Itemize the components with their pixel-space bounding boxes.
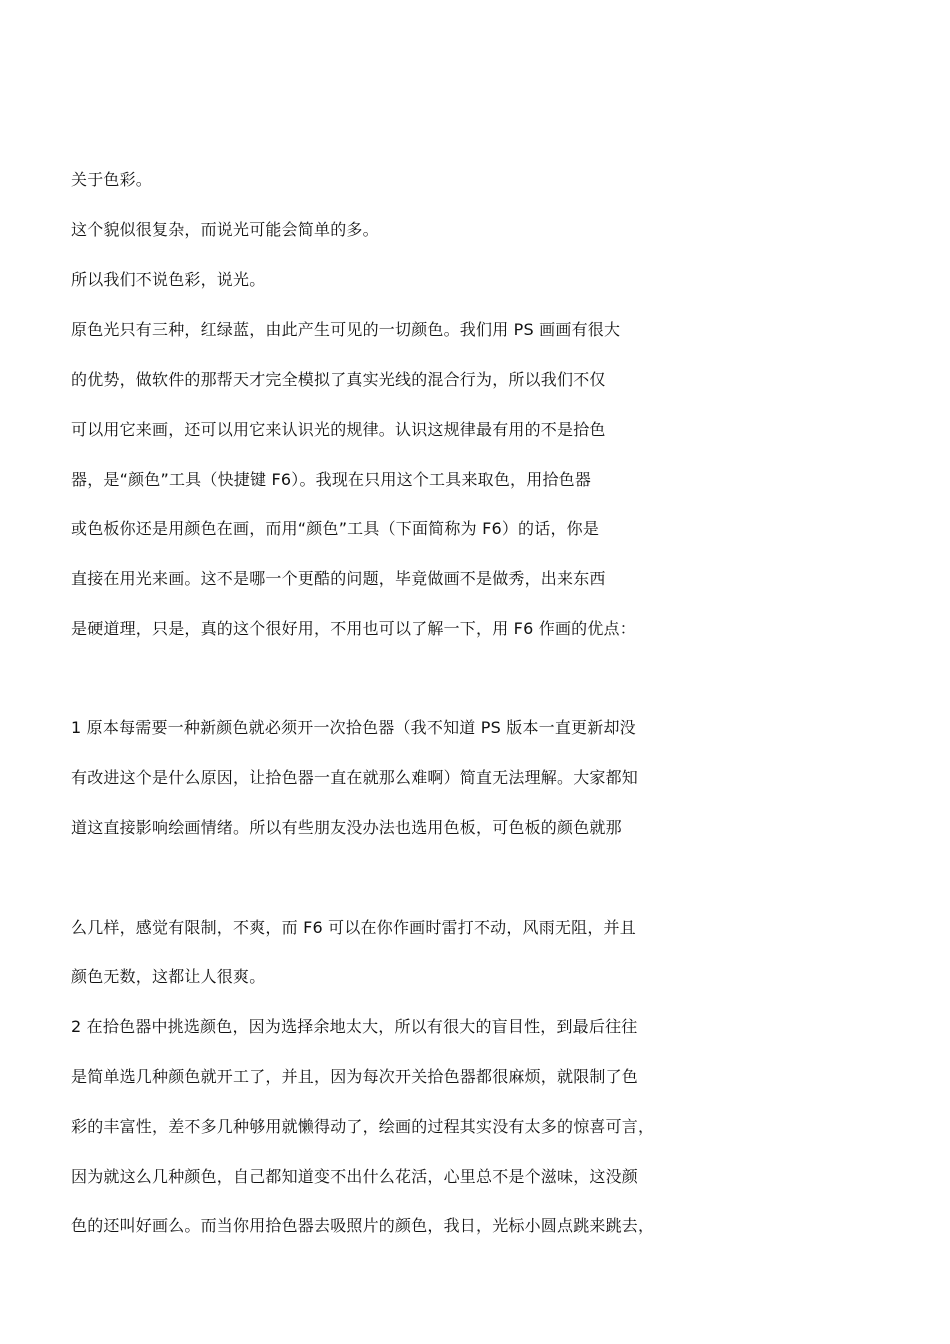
text-line-12: 有改进这个是什么原因，让拾色器一直在就那么难啊）简直无法理解。大家都知: [71, 768, 639, 787]
text-line-18: 彩的丰富性，差不多几种够用就懒得动了，绘画的过程其实没有太多的惊喜可言，: [71, 1117, 655, 1136]
text-line-1: 关于色彩。: [71, 170, 153, 189]
text-line-5: 的优势，做软件的那帮天才完全模拟了真实光线的混合行为，所以我们不仅: [71, 370, 606, 389]
text-line-8: 或色板你还是用颜色在画，而用“颜色”工具（下面简称为 F6）的话，你是: [71, 519, 600, 538]
text-line-14: 么几样，感觉有限制，不爽，而 F6 可以在你作画时雷打不动，风雨无阻，并且: [71, 918, 636, 937]
text-line-7: 器，是“颜色”工具（快捷键 F6）。我现在只用这个工具来取色，用拾色器: [71, 470, 592, 489]
text-line-4: 原色光只有三种，红绿蓝，由此产生可见的一切颜色。我们用 PS 画画有很大: [71, 320, 621, 339]
text-line-10: 是硬道理，只是，真的这个很好用，不用也可以了解一下，用 F6 作画的优点：: [71, 619, 636, 638]
text-line-15: 颜色无数，这都让人很爽。: [71, 967, 266, 986]
text-line-9: 直接在用光来画。这不是哪一个更酷的问题，毕竟做画不是做秀，出来东西: [71, 569, 606, 588]
text-line-19: 因为就这么几种颜色，自己都知道变不出什么花活，心里总不是个滋味，这没颜: [71, 1167, 639, 1186]
text-line-3: 所以我们不说色彩，说光。: [71, 270, 266, 289]
text-line-6: 可以用它来画，还可以用它来认识光的规律。认识这规律最有用的不是拾色: [71, 420, 606, 439]
text-line-20: 色的还叫好画么。而当你用拾色器去吸照片的颜色，我日，光标小圆点跳来跳去，: [71, 1216, 655, 1235]
text-line-16: 2 在拾色器中挑选颜色，因为选择余地太大，所以有很大的盲目性，到最后往往: [71, 1017, 638, 1036]
text-line-11: 1 原本每需要一种新颜色就必须开一次拾色器（我不知道 PS 版本一直更新却没: [71, 718, 636, 737]
text-line-2: 这个貌似很复杂，而说光可能会简单的多。: [71, 220, 379, 239]
text-line-17: 是简单选几种颜色就开工了，并且，因为每次开关拾色器都很麻烦，就限制了色: [71, 1067, 639, 1086]
text-line-13: 道这直接影响绘画情绪。所以有些朋友没办法也选用色板，可色板的颜色就那: [71, 818, 622, 837]
